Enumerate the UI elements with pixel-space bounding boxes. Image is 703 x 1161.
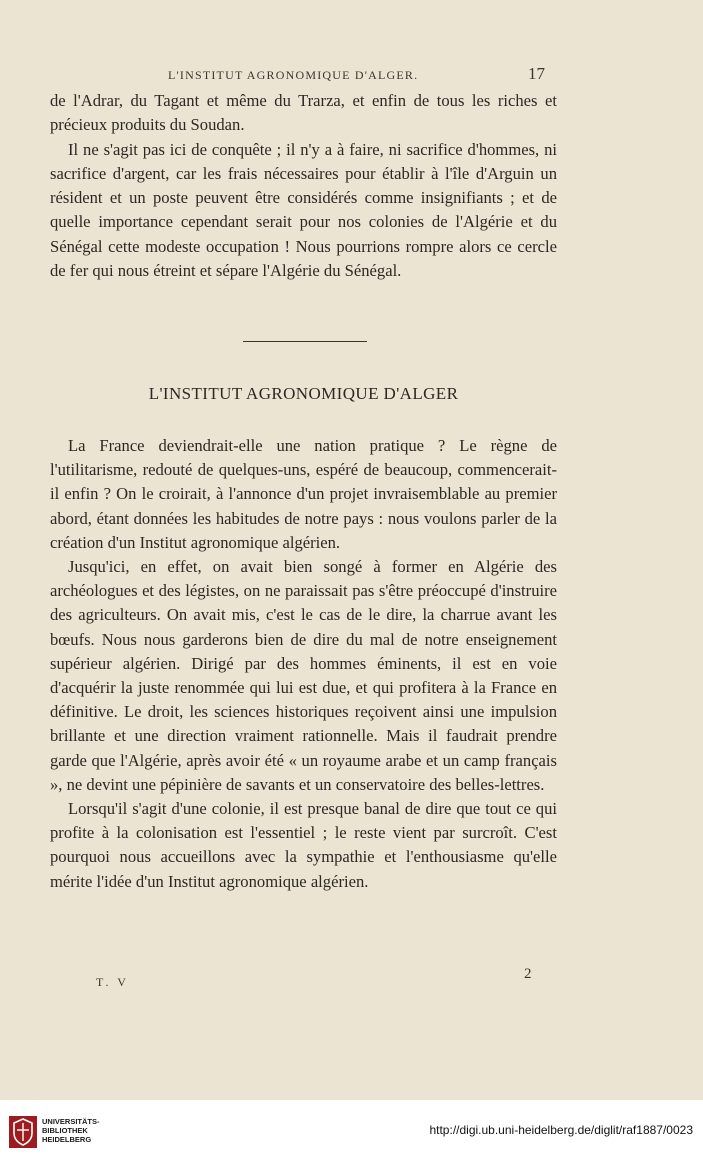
section-divider [243,341,367,342]
sheet-signature: 2 [524,966,532,982]
top-text-block [50,89,557,283]
running-title: L'INSTITUT AGRONOMIQUE D'ALGER. [168,68,419,82]
running-head [0,64,703,84]
section-heading: L'INSTITUT AGRONOMIQUE D'ALGER [148,384,459,403]
digitization-footer [0,1100,703,1161]
paragraph: Jusqu'ici, en effet, on avait bien songé à former en Algérie des archéologues et des légistes, on ne paraissait pas s'être préoccupé d'instruire des agriculteurs. On avait mis, c'est le cas de le dire, la charrue avant les bœufs. Nous nous garderons bien de dire du mal de notre enseignement supérieur algérien. Dirigé par des hommes éminents, il est en voie d'acquérir la juste renommée qui lui est due, et qui profitera à la France en définitive. Le droit, les sciences historiques reçoivent ainsi une impulsion brillante et une direction vraiment rationnelle. Mais il faudrait prendre garde que l'Algérie, après avoir été « un royaume arabe et un camp français », ne devint une pépinière de savants et un conservatoire des belles-lettres. [50,557,557,794]
paragraph: La France deviendrait-elle une nation pratique ? Le règne de l'utilitarisme, redouté de quelques-uns, espéré de beaucoup, commencerait-il enfin ? On le croirait, à l'annonce d'un projet invraisemblable au premier abord, étant données les habitudes de notre pays : nous voulons parler de la création d'un Institut agronomique algérien. [50,436,557,552]
section-text-block [50,434,557,894]
paragraph-continuation: de l'Adrar, du Tagant et même du Trarza, et enfin de tous les riches et précieux produits du Soudan. [50,91,557,135]
paragraph: Lorsqu'il s'agit d'une colonie, il est presque banal de dire que tout ce qui profite à la colonisation est l'essentiel ; le reste vient par surcroît. C'est pourquoi nous accueillons avec la sympathie et l'enthousiasme qu'elle mérite l'idée d'un Institut agronomique algérien. [50,799,557,891]
library-name: UNIVERSITÄTS- BIBLIOTHEK HEIDELBERG [42,1117,100,1144]
permalink-url[interactable]: http://digi.ub.uni-heidelberg.de/diglit/raf1887/0023 [429,1123,693,1137]
university-seal-icon [8,1115,38,1149]
volume-signature: T. V [96,975,129,989]
page-number: 17 [528,64,545,83]
paragraph: Il ne s'agit pas ici de conquête ; il n'y a à faire, ni sacrifice d'hommes, ni sacrifice d'argent, car les frais nécessaires pour établir à l'île d'Arguin un résident et un poste peuvent être considérés comme insignifiants ; et de quelle importance cependant serait pour nos colonies de l'Algérie et du Sénégal cette modeste occupation ! Nous pourrions rompre alors ce cercle de fer qui nous étreint et sépare l'Algérie du Sénégal. [50,139,557,281]
